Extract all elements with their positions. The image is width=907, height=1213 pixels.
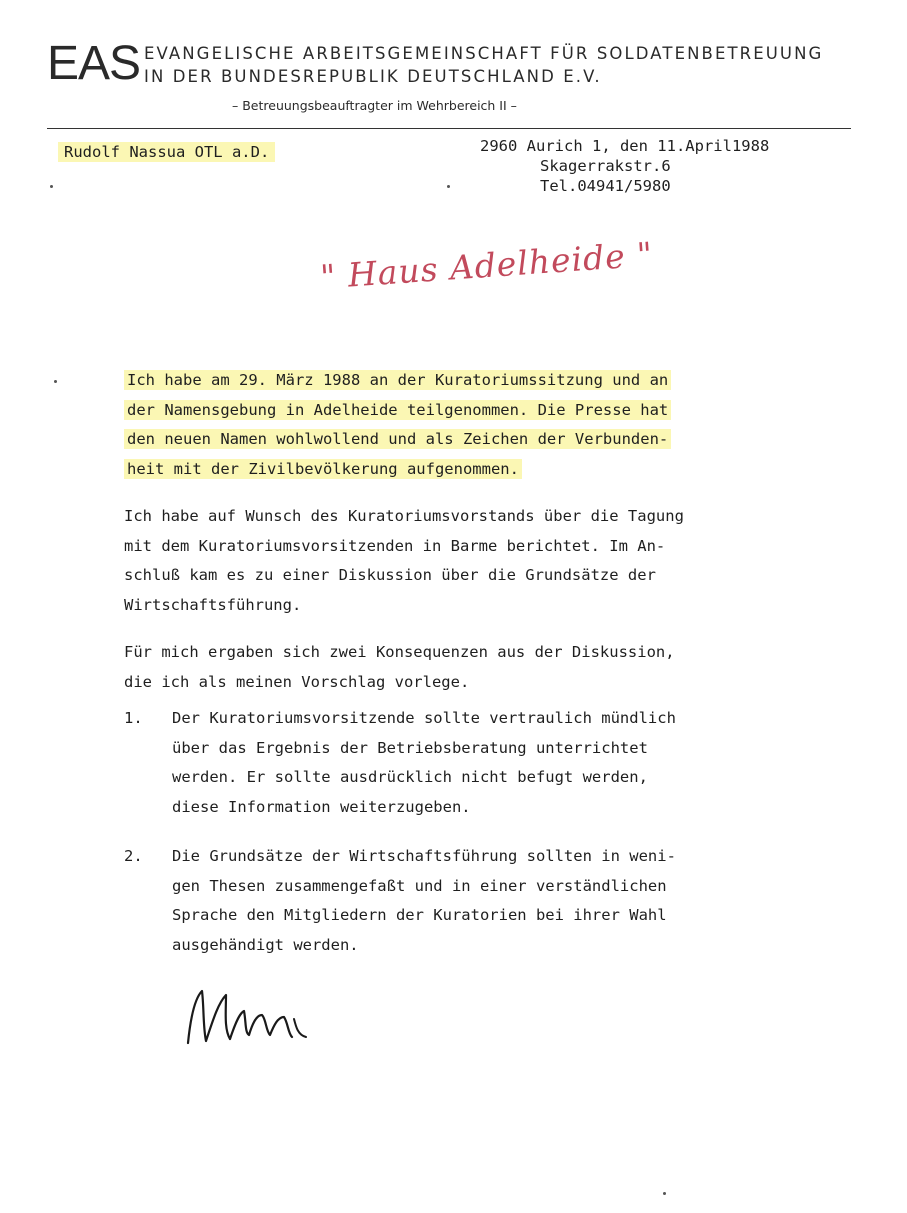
paragraph-3-line: Für mich ergaben sich zwei Konsequenzen aus der Diskussion, (124, 643, 675, 661)
list-item-line: über das Ergebnis der Betriebsberatung unterrichtet (172, 738, 648, 757)
paragraph-1 (124, 366, 824, 484)
paragraph-1-line: heit mit der Zivilbevölkerung aufgenommen. (124, 459, 522, 479)
scan-speck (447, 185, 450, 188)
address-line-place-date: 2960 Aurich 1, den 11.April1988 (480, 137, 770, 155)
org-name-line-2: IN DER BUNDESREPUBLIK DEUTSCHLAND E.V. (144, 67, 602, 86)
paragraph-1-line: den neuen Namen wohlwollend und als Zeichen der Verbunden- (124, 429, 671, 449)
address-line-phone: Tel.04941/5980 (540, 177, 671, 195)
list-item-line: diese Information weiterzugeben. (172, 797, 471, 816)
list-item-line: Der Kuratoriumsvorsitzende sollte vertraulich mündlich (172, 709, 676, 727)
list-item-line: gen Thesen zusammengefaßt und in einer verständlichen (172, 876, 667, 895)
sender-name: Rudolf Nassua OTL a.D. (58, 142, 275, 162)
paragraph-2-line: mit dem Kuratoriumsvorsitzenden in Barme berichtet. Im An- (124, 536, 666, 555)
list-item-line: werden. Er sollte ausdrücklich nicht befugt werden, (172, 768, 648, 787)
paragraph-1-line: Ich habe am 29. März 1988 an der Kuratoriumssitzung und an (124, 370, 671, 390)
org-name-line-1: EVANGELISCHE ARBEITSGEMEINSCHAFT FÜR SOLDATENBETREUUNG (144, 44, 824, 63)
address-block (480, 136, 769, 196)
signature (182, 985, 312, 1050)
list-item-line: Die Grundsätze der Wirtschaftsführung sollten in weni- (172, 847, 676, 865)
letterhead-subtitle: – Betreuungsbeauftragter im Wehrbereich II – (232, 98, 517, 113)
scan-speck (663, 1192, 666, 1195)
paragraph-2 (124, 502, 824, 620)
list-item-line: ausgehändigt werden. (172, 935, 359, 954)
scan-speck (50, 185, 53, 188)
paragraph-2-line: schluß kam es zu einer Diskussion über die Grundsätze der (124, 566, 656, 585)
eas-logo: EAS (47, 37, 141, 90)
address-line-street: Skagerrakstr.6 (540, 157, 671, 175)
paragraph-3 (124, 638, 824, 697)
paragraph-2-line: Wirtschaftsführung. (124, 595, 302, 614)
list-item-text (172, 704, 676, 822)
paragraph-2-line: Ich habe auf Wunsch des Kuratoriumsvorstands über die Tagung (124, 507, 684, 525)
list-item-line: Sprache den Mitgliedern der Kuratorien bei ihrer Wahl (172, 906, 667, 925)
paragraph-1-line: der Namensgebung in Adelheide teilgenommen. Die Presse hat (124, 400, 671, 420)
header-divider (47, 128, 851, 129)
handwritten-annotation: " Haus Adelheide " (319, 234, 655, 297)
list-item-number: 1. (124, 709, 143, 727)
scan-speck (54, 380, 57, 383)
paragraph-3-line: die ich als meinen Vorschlag vorlege. (124, 672, 470, 691)
list-item-number: 2. (124, 847, 143, 865)
list-item-text (172, 842, 676, 960)
